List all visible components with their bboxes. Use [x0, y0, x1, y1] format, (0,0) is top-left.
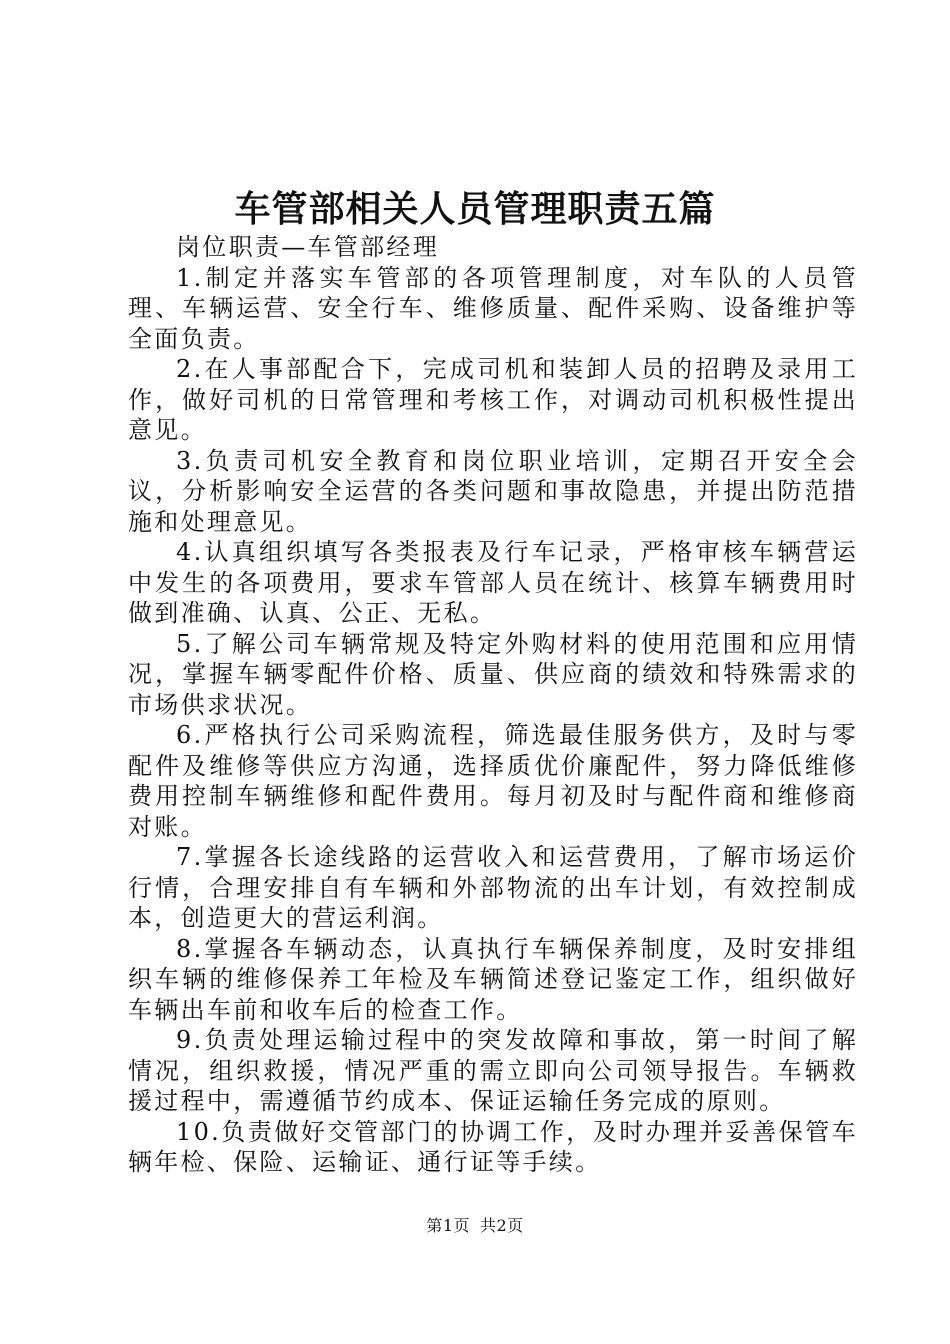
- paragraph-item: 1.制定并落实车管部的各项管理制度，对车队的人员管理、车辆运营、安全行车、维修质量、配件采购、设备维护等全面负责。: [128, 263, 858, 353]
- paragraph-item: 7.掌握各长途线路的运营收入和运营费用，了解市场运价行情，合理安排自有车辆和外部物流的出车计划，有效控制成本，创造更大的营运利润。: [128, 843, 858, 932]
- document-body: [128, 232, 858, 1178]
- paragraph-item: 5.了解公司车辆常规及特定外购材料的使用范围和应用情况，掌握车辆零配件价格、质量、供应商的绩效和特殊需求的市场供求状况。: [128, 629, 858, 719]
- paragraph-item: 6.严格执行公司采购流程，筛选最佳服务供方，及时与零配件及维修等供应方沟通，选择质优价廉配件，努力降低维修费用控制车辆维修和配件费用。每月初及时与配件商和维修商对账。: [128, 721, 858, 841]
- paragraph-item: 10.负责做好交管部门的协调工作，及时办理并妥善保管车辆年检、保险、运输证、通行证等手续。: [128, 1117, 858, 1176]
- page-number: 第1页: [426, 1216, 470, 1235]
- page-footer: [0, 1214, 950, 1238]
- paragraph-item: 2.在人事部配合下，完成司机和装卸人员的招聘及录用工作，做好司机的日常管理和考核工作，对调动司机积极性提出意见。: [128, 355, 858, 444]
- paragraph-item: 4.认真组织填写各类报表及行车记录，严格审核车辆营运中发生的各项费用，要求车管部人员在统计、核算车辆费用时做到准确、认真、公正、无私。: [128, 538, 858, 627]
- document-title: 车管部相关人员管理职责五篇: [234, 188, 716, 230]
- section-heading: 岗位职责—车管部经理: [176, 233, 439, 261]
- paragraph-item: 3.负责司机安全教育和岗位职业培训，定期召开安全会议，分析影响安全运营的各类问题和事故隐患，并提出防范措施和处理意见。: [128, 446, 858, 536]
- page-total: 共2页: [480, 1216, 524, 1235]
- paragraph-item: 9.负责处理运输过程中的突发故障和事故，第一时间了解情况，组织救援，情况严重的需立即向公司领导报告。车辆救援过程中，需遵循节约成本、保证运输任务完成的原则。: [128, 1026, 858, 1115]
- paragraph-item: 8.掌握各车辆动态，认真执行车辆保养制度，及时安排组织车辆的维修保养工年检及车辆简述登记鉴定工作，组织做好车辆出车前和收车后的检查工作。: [128, 934, 858, 1024]
